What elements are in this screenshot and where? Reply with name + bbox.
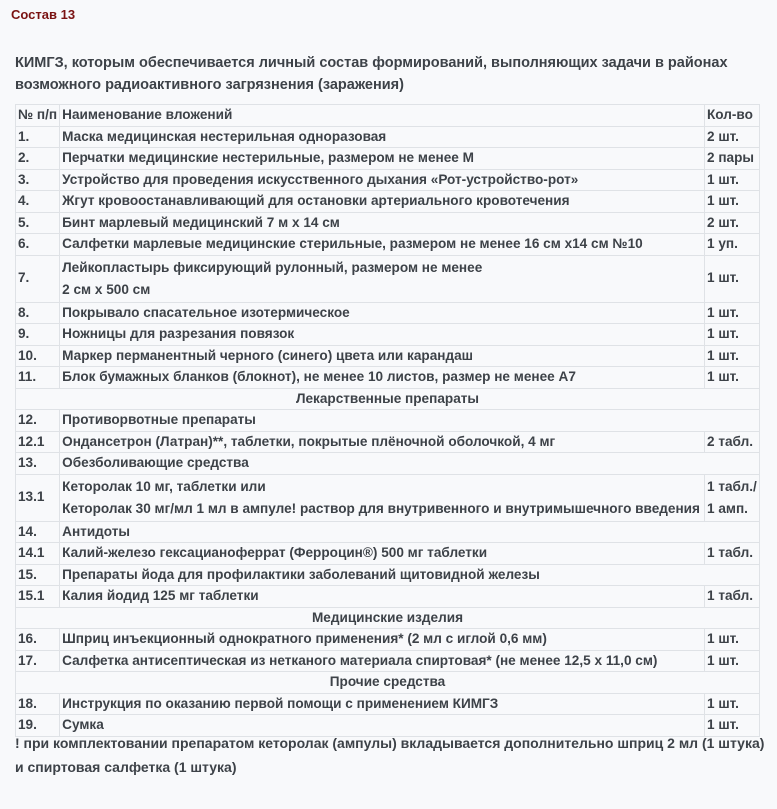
table-row bbox=[16, 693, 760, 715]
row-number: 10. bbox=[16, 345, 60, 367]
item-name: Инструкция по оказанию первой помощи с применением КИМГЗ bbox=[60, 693, 705, 715]
row-number: 4. bbox=[16, 191, 60, 213]
table-row bbox=[16, 234, 760, 256]
item-name: Калий-железо гексацианоферрат (Ферроцин®) 500 мг таблетки bbox=[60, 543, 705, 565]
row-number: 19. bbox=[16, 715, 60, 737]
row-number: 13.1 bbox=[16, 474, 60, 521]
item-name: Сумка bbox=[60, 715, 705, 737]
table-row bbox=[16, 474, 760, 521]
row-number: 17. bbox=[16, 650, 60, 672]
group-row bbox=[16, 564, 760, 586]
item-name: Салфетка антисептическая из нетканого материала спиртовая* (не менее 12,5 х 11,0 см) bbox=[60, 650, 705, 672]
item-quantity: 1 табл. bbox=[705, 543, 760, 565]
item-name: Устройство для проведения искусственного дыхания «Рот-устройство-рот» bbox=[60, 169, 705, 191]
section-title: Состав 13 bbox=[11, 7, 76, 22]
item-quantity-line: 1 табл./ bbox=[707, 478, 757, 494]
row-number: 12.1 bbox=[16, 431, 60, 453]
item-quantity: 1 шт. bbox=[705, 715, 760, 737]
table-row bbox=[16, 302, 760, 324]
item-quantity: 2 шт. bbox=[705, 212, 760, 234]
item-quantity: 1 шт. bbox=[705, 693, 760, 715]
group-name: Обезболивающие средства bbox=[60, 453, 760, 475]
item-quantity: 2 пары bbox=[705, 148, 760, 170]
table-row bbox=[16, 148, 760, 170]
item-quantity: 1 уп. bbox=[705, 234, 760, 256]
row-number: 5. bbox=[16, 212, 60, 234]
table-row bbox=[16, 126, 760, 148]
item-quantity-line: 1 амп. bbox=[707, 500, 748, 516]
item-quantity: 1 шт. bbox=[705, 629, 760, 651]
item-name-line: Кеторолак 10 мг, таблетки или bbox=[62, 478, 266, 494]
header-qty: Кол-во bbox=[705, 105, 760, 127]
row-number: 9. bbox=[16, 324, 60, 346]
table-row bbox=[16, 629, 760, 651]
item-name bbox=[60, 255, 705, 302]
item-quantity: 1 шт. bbox=[705, 191, 760, 213]
table-row bbox=[16, 212, 760, 234]
item-name: Блок бумажных бланков (блокнот), не менее 10 листов, размер не менее А7 bbox=[60, 367, 705, 389]
row-number: 14. bbox=[16, 521, 60, 543]
table-row bbox=[16, 169, 760, 191]
item-name: Покрывало спасательное изотермическое bbox=[60, 302, 705, 324]
item-name-line: Кеторолак 30 мг/мл 1 мл в ампуле! раствор для внутривенного и внутримышечного введения bbox=[62, 500, 700, 516]
row-number: 7. bbox=[16, 255, 60, 302]
item-name: Шприц инъекционный однократного применения* (2 мл с иглой 0,6 мм) bbox=[60, 629, 705, 651]
table-row bbox=[16, 345, 760, 367]
item-quantity: 1 шт. bbox=[705, 324, 760, 346]
item-name: Салфетки марлевые медицинские стерильные, размером не менее 16 см х14 см №10 bbox=[60, 234, 705, 256]
header-name: Наименование вложений bbox=[60, 105, 705, 127]
item-name-line: 2 см х 500 см bbox=[62, 281, 151, 297]
group-name: Антидоты bbox=[60, 521, 760, 543]
item-quantity: 1 шт. bbox=[705, 255, 760, 302]
row-number: 3. bbox=[16, 169, 60, 191]
table-row bbox=[16, 191, 760, 213]
table-row bbox=[16, 255, 760, 302]
item-name: Калия йодид 125 мг таблетки bbox=[60, 586, 705, 608]
item-name bbox=[60, 474, 705, 521]
footnote: ! при комплектовании препаратом кеторолак (ампулы) вкладывается дополнительно шприц 2 мл (1 штука) и спиртовая салфетка (1 штука) bbox=[15, 735, 765, 775]
item-name-line: Лейкопластырь фиксирующий рулонный, размером не менее bbox=[62, 259, 483, 275]
section-row bbox=[16, 388, 760, 410]
item-quantity: 2 табл. bbox=[705, 431, 760, 453]
row-number: 6. bbox=[16, 234, 60, 256]
item-name: Жгут кровоостанавливающий для остановки артериального кровотечения bbox=[60, 191, 705, 213]
row-number: 8. bbox=[16, 302, 60, 324]
group-name: Препараты йода для профилактики заболеваний щитовидной железы bbox=[60, 564, 760, 586]
item-quantity: 1 шт. bbox=[705, 367, 760, 389]
item-quantity: 1 шт. bbox=[705, 650, 760, 672]
item-quantity: 1 шт. bbox=[705, 345, 760, 367]
section-row bbox=[16, 607, 760, 629]
item-name: Маска медицинская нестерильная одноразовая bbox=[60, 126, 705, 148]
item-name: Бинт марлевый медицинский 7 м х 14 см bbox=[60, 212, 705, 234]
item-name: Маркер перманентный черного (синего) цвета или карандаш bbox=[60, 345, 705, 367]
item-quantity bbox=[705, 474, 760, 521]
table-row bbox=[16, 586, 760, 608]
header-num: № п/п bbox=[16, 105, 60, 127]
row-number: 16. bbox=[16, 629, 60, 651]
row-number: 18. bbox=[16, 693, 60, 715]
row-number: 14.1 bbox=[16, 543, 60, 565]
item-name: Перчатки медицинские нестерильные, размером не менее М bbox=[60, 148, 705, 170]
item-quantity: 2 шт. bbox=[705, 126, 760, 148]
group-row bbox=[16, 410, 760, 432]
kit-contents-table bbox=[15, 104, 760, 737]
row-number: 1. bbox=[16, 126, 60, 148]
item-quantity: 1 шт. bbox=[705, 169, 760, 191]
section-label: Медицинские изделия bbox=[16, 607, 760, 629]
table-row bbox=[16, 543, 760, 565]
row-number: 11. bbox=[16, 367, 60, 389]
row-number: 12. bbox=[16, 410, 60, 432]
section-row bbox=[16, 672, 760, 694]
item-quantity: 1 табл. bbox=[705, 586, 760, 608]
item-name: Ножницы для разрезания повязок bbox=[60, 324, 705, 346]
table-header-row bbox=[16, 105, 760, 127]
table-row bbox=[16, 367, 760, 389]
table-row bbox=[16, 650, 760, 672]
row-number: 13. bbox=[16, 453, 60, 475]
table-row bbox=[16, 431, 760, 453]
group-name: Противорвотные препараты bbox=[60, 410, 760, 432]
item-quantity: 1 шт. bbox=[705, 302, 760, 324]
row-number: 15. bbox=[16, 564, 60, 586]
section-label: Лекарственные препараты bbox=[16, 388, 760, 410]
group-row bbox=[16, 453, 760, 475]
item-name: Ондансетрон (Латран)**, таблетки, покрытые плёночной оболочкой, 4 мг bbox=[60, 431, 705, 453]
section-label: Прочие средства bbox=[16, 672, 760, 694]
row-number: 2. bbox=[16, 148, 60, 170]
row-number: 15.1 bbox=[16, 586, 60, 608]
group-row bbox=[16, 521, 760, 543]
table-row bbox=[16, 324, 760, 346]
intro-paragraph: КИМГЗ, которым обеспечивается личный состав формирований, выполняющих задачи в районах возможного радиоактивного загрязнения (заражения) bbox=[15, 55, 728, 93]
